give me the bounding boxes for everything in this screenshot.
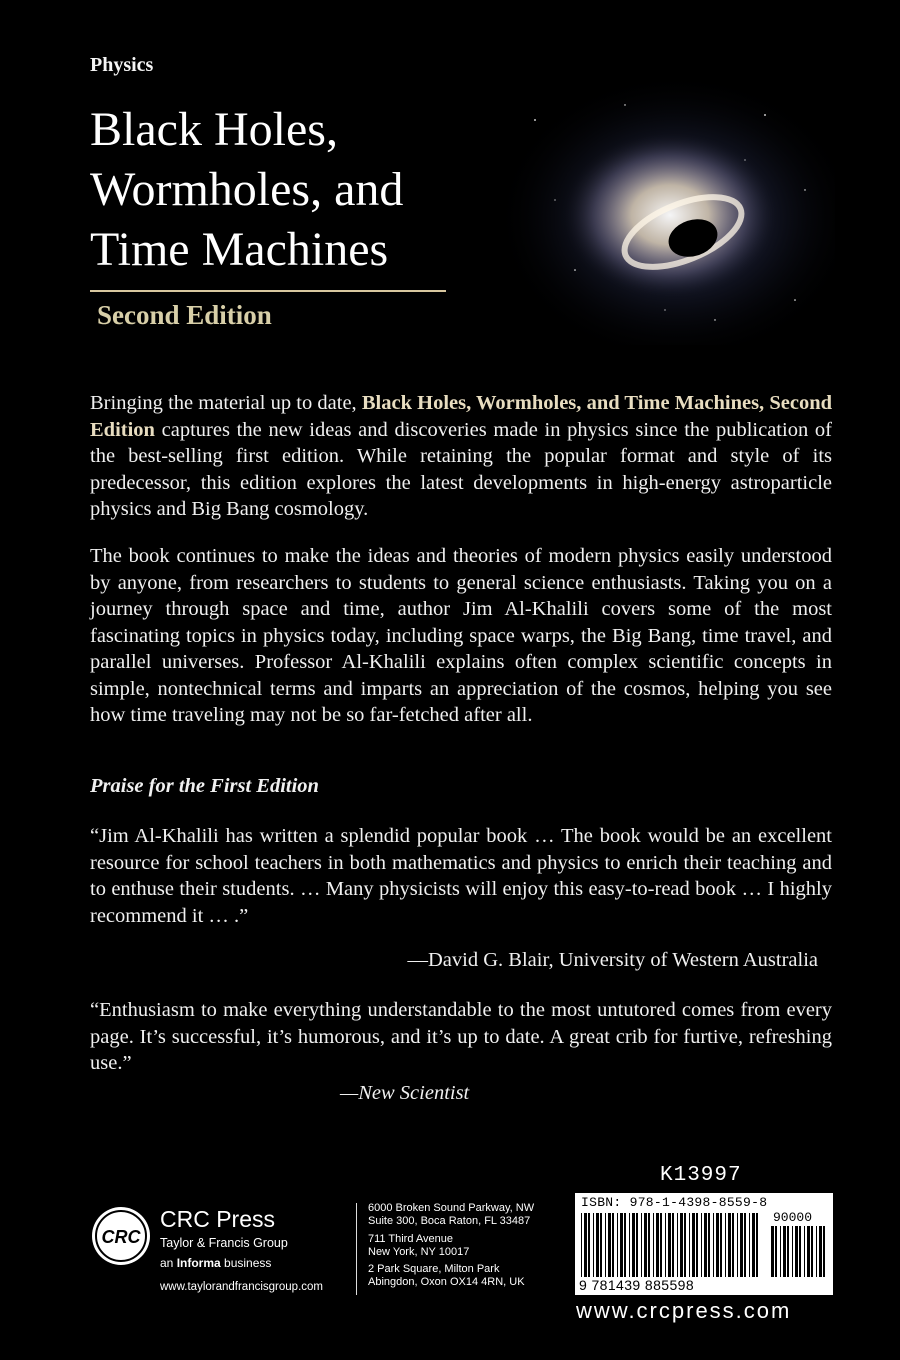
- barcode-bar: [624, 1213, 626, 1277]
- title-line-3: Time Machines: [90, 223, 389, 276]
- accretion-glow: [560, 130, 780, 300]
- barcode-bar: [807, 1226, 810, 1277]
- barcode-bar: [749, 1213, 750, 1277]
- isbn-text: ISBN: 978-1-4398-8559-8: [581, 1195, 768, 1210]
- black-hole-illustration: [505, 80, 835, 345]
- barcode-bar: [795, 1226, 798, 1277]
- praise-attribution-1: —David G. Blair, University of Western Australia: [407, 949, 818, 971]
- barcode-bar: [737, 1213, 738, 1277]
- barcode-bar: [740, 1213, 743, 1277]
- barcode-bar: [725, 1213, 726, 1277]
- praise-quote-2: “Enthusiasm to make everything understandable to the most untutored comes from every page. It’s successful, it’s humorous, and it’s up to date. A great crib for furtive, refreshing use.”: [90, 999, 832, 1074]
- barcode-bar: [783, 1226, 786, 1277]
- barcode-bar: [804, 1226, 805, 1277]
- description-paragraph-1: [90, 390, 832, 523]
- barcode-bar: [653, 1213, 654, 1277]
- praise-attribution-2: —New Scientist: [340, 1082, 470, 1104]
- informa-line: [160, 1256, 271, 1270]
- barcode-bar: [819, 1226, 822, 1277]
- crc-logo-icon: [90, 1205, 152, 1267]
- publisher-website: www.taylorandfrancisgroup.com: [160, 1281, 323, 1293]
- address-line: Suite 300, Boca Raton, FL 33487: [368, 1215, 531, 1228]
- barcode-bar: [665, 1213, 666, 1277]
- barcode-bar: [677, 1213, 678, 1277]
- publisher-group: Taylor & Francis Group: [160, 1236, 288, 1250]
- p1-book-title: Black Holes, Wormholes, and Time Machines, Second Edition: [90, 392, 832, 441]
- barcode-bar: [660, 1213, 662, 1277]
- barcode-bar: [672, 1213, 674, 1277]
- barcode-bar: [608, 1213, 611, 1277]
- barcode-bar: [728, 1213, 731, 1277]
- crc-logo-text: CRC: [101, 1227, 141, 1247]
- barcode-bar: [684, 1213, 686, 1277]
- barcode-bar: [823, 1226, 825, 1277]
- barcode-bar: [617, 1213, 618, 1277]
- address-line: New York, NY 10017: [368, 1245, 470, 1258]
- informa-prefix: an: [160, 1256, 177, 1270]
- barcode-bar: [787, 1226, 789, 1277]
- informa-name: Informa: [176, 1256, 221, 1270]
- price-code: 90000: [773, 1210, 813, 1225]
- barcode-bar: [708, 1213, 710, 1277]
- publisher-divider: [356, 1203, 357, 1295]
- barcode-bar: [692, 1213, 695, 1277]
- barcode-bar: [713, 1213, 714, 1277]
- barcode-bar: [629, 1213, 630, 1277]
- barcode-bar: [593, 1213, 594, 1277]
- informa-suffix: business: [220, 1256, 272, 1270]
- barcode-bar: [632, 1213, 635, 1277]
- praise-heading: Praise for the First Edition: [90, 775, 319, 797]
- barcode-bar: [600, 1213, 602, 1277]
- barcode-bar: [752, 1213, 755, 1277]
- barcode-bar: [689, 1213, 690, 1277]
- title-rule: [90, 290, 446, 292]
- barcode-bar: [636, 1213, 638, 1277]
- barcode-bar: [620, 1213, 623, 1277]
- barcode-bar: [780, 1226, 781, 1277]
- title-line-2: Wormholes, and: [90, 163, 404, 216]
- barcode-addon-bars: [771, 1226, 827, 1277]
- barcode-bar: [799, 1226, 801, 1277]
- address-line: 711 Third Avenue: [368, 1232, 454, 1245]
- barcode-bar: [732, 1213, 734, 1277]
- address-line: 2 Park Square, Milton Park: [368, 1263, 500, 1276]
- p1-body: captures the new ideas and discoveries made in physics since the publication of the best-selling first edition. While retaining the popular format and style of its predecessor, this edition explores the latest developments in high-energy astroparticle physics and Big Bang cosmology.: [90, 418, 832, 520]
- publisher-addresses: [368, 1202, 534, 1290]
- crcpress-url: www.crcpress.com: [576, 1298, 792, 1323]
- barcode-bar: [720, 1213, 722, 1277]
- barcode-bar: [775, 1226, 777, 1277]
- praise-quote-1: “Jim Al-Khalili has written a splendid popular book … The book would be an excellent resource for school teachers in both mathematics and physics to enrich their teaching and to enthuse their students. … Many physicists will enjoy this easy-to-read book … I highly recommend it … .”: [90, 825, 832, 927]
- barcode-bar: [668, 1213, 671, 1277]
- catalog-code: K13997: [660, 1164, 742, 1187]
- p1-intro: Bringing the material up to date,: [90, 392, 362, 414]
- description-paragraph-2: The book continues to make the ideas and theories of modern physics easily understood by anyone, from researchers to students to general science enthusiasts. Taking you on a journey through space and time, author Jim Al-Khalili covers some of the most fascinating topics in physics today, including space warps, the Big Bang, time travel, and parallel universes. Professor Al-Khalili explains often complex scientific concepts in simple, nontechnical terms and imparts an appreciation of the cosmos, helping you see how time traveling may not be so far-fetched after all.: [90, 545, 832, 726]
- ean-digits: 9 781439 885598: [579, 1277, 694, 1293]
- barcode-bar: [704, 1213, 707, 1277]
- barcode-bar: [680, 1213, 683, 1277]
- barcode-main-bars: [581, 1213, 763, 1277]
- barcode-bar: [716, 1213, 719, 1277]
- barcode-bar: [612, 1213, 614, 1277]
- title-line-1: Black Holes,: [90, 103, 338, 156]
- barcode-bar: [596, 1213, 599, 1277]
- barcode-bar: [648, 1213, 650, 1277]
- barcode-bar: [701, 1213, 702, 1277]
- barcode-bar: [771, 1226, 774, 1277]
- barcode-bar: [811, 1226, 813, 1277]
- barcode-bar: [656, 1213, 659, 1277]
- barcode-bar: [816, 1226, 817, 1277]
- isbn-barcode: [575, 1193, 833, 1295]
- barcode-bar: [644, 1213, 647, 1277]
- publisher-name: CRC Press: [160, 1206, 276, 1232]
- barcode-bar: [744, 1213, 746, 1277]
- barcode-bar: [588, 1213, 590, 1277]
- address-line: 6000 Broken Sound Parkway, NW: [368, 1202, 535, 1214]
- barcode-bar: [792, 1226, 793, 1277]
- barcode-bar: [696, 1213, 698, 1277]
- barcode-bar: [605, 1213, 606, 1277]
- barcode-bar: [584, 1213, 587, 1277]
- address-line: Abingdon, Oxon OX14 4RN, UK: [368, 1276, 525, 1289]
- category-label: Physics: [90, 54, 154, 76]
- edition-label: Second Edition: [97, 300, 272, 330]
- book-title: [90, 100, 530, 280]
- barcode-bar: [641, 1213, 642, 1277]
- barcode-bar: [581, 1213, 582, 1277]
- barcode-bar: [756, 1213, 758, 1277]
